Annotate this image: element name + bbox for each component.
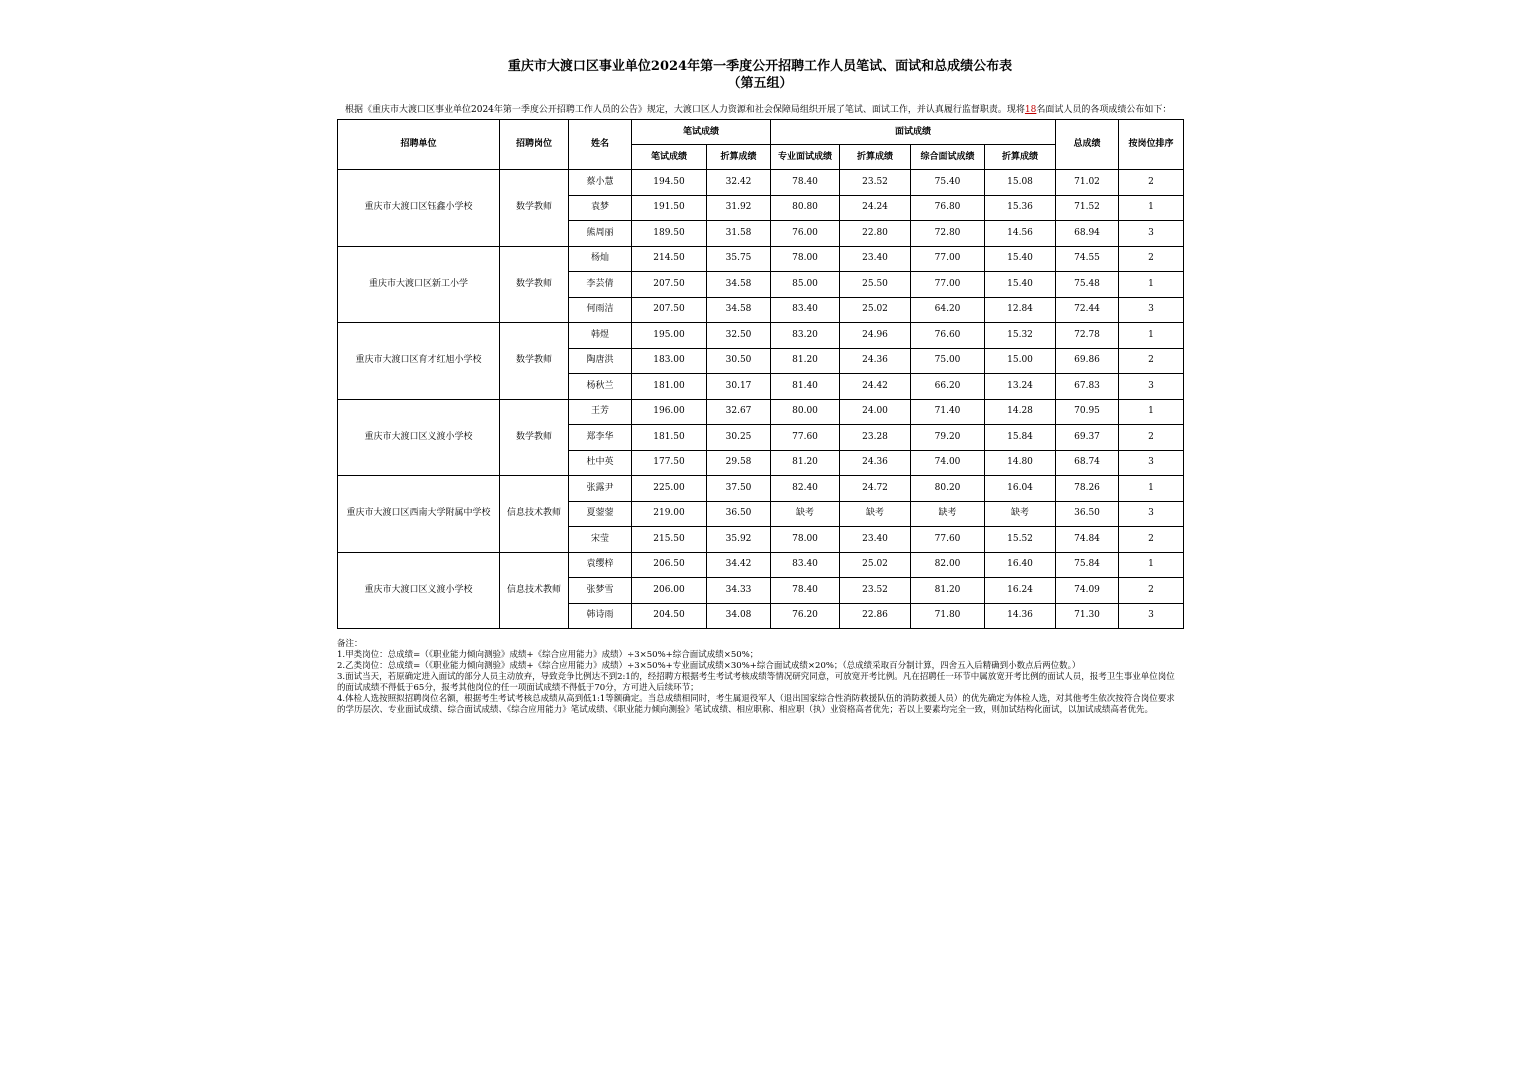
table-row bbox=[338, 476, 1184, 502]
cell-pro-converted: 24.42 bbox=[840, 374, 911, 400]
cell-name: 夏蓥蓥 bbox=[569, 501, 632, 527]
cell-pro-converted: 24.72 bbox=[840, 476, 911, 502]
cell-pro-converted: 25.02 bbox=[840, 297, 911, 323]
table-row bbox=[338, 170, 1184, 196]
cell-comp-converted: 15.40 bbox=[985, 272, 1056, 298]
cell-written-converted: 34.08 bbox=[707, 603, 771, 629]
cell-comp-interview: 75.40 bbox=[911, 170, 985, 196]
cell-comp-interview: 77.00 bbox=[911, 272, 985, 298]
cell-total: 68.94 bbox=[1056, 221, 1119, 247]
cell-comp-converted: 16.40 bbox=[985, 552, 1056, 578]
cell-comp-converted: 15.32 bbox=[985, 323, 1056, 349]
header-written-converted: 折算成绩 bbox=[707, 145, 771, 170]
cell-written-score: 225.00 bbox=[632, 476, 707, 502]
cell-written-converted: 37.50 bbox=[707, 476, 771, 502]
cell-written-score: 214.50 bbox=[632, 246, 707, 272]
cell-comp-converted: 缺考 bbox=[985, 501, 1056, 527]
cell-pro-interview: 76.00 bbox=[771, 221, 840, 247]
notes-section bbox=[337, 639, 1183, 716]
cell-written-score: 206.00 bbox=[632, 578, 707, 604]
cell-rank: 1 bbox=[1119, 272, 1184, 298]
cell-name: 陶唐洪 bbox=[569, 348, 632, 374]
cell-written-score: 204.50 bbox=[632, 603, 707, 629]
cell-written-score: 183.00 bbox=[632, 348, 707, 374]
cell-written-converted: 31.92 bbox=[707, 195, 771, 221]
cell-pro-interview: 82.40 bbox=[771, 476, 840, 502]
cell-total: 74.84 bbox=[1056, 527, 1119, 553]
cell-written-converted: 35.75 bbox=[707, 246, 771, 272]
cell-written-converted: 34.33 bbox=[707, 578, 771, 604]
intro-paragraph bbox=[337, 104, 1183, 116]
cell-comp-interview: 80.20 bbox=[911, 476, 985, 502]
header-comp-interview: 综合面试成绩 bbox=[911, 145, 985, 170]
cell-total: 75.48 bbox=[1056, 272, 1119, 298]
cell-rank: 3 bbox=[1119, 603, 1184, 629]
cell-comp-interview: 82.00 bbox=[911, 552, 985, 578]
cell-name: 张露尹 bbox=[569, 476, 632, 502]
cell-comp-interview: 72.80 bbox=[911, 221, 985, 247]
cell-name: 韩诗雨 bbox=[569, 603, 632, 629]
cell-comp-converted: 15.36 bbox=[985, 195, 1056, 221]
header-rank: 按岗位排序 bbox=[1119, 120, 1184, 170]
cell-pro-converted: 25.50 bbox=[840, 272, 911, 298]
cell-written-converted: 36.50 bbox=[707, 501, 771, 527]
cell-comp-converted: 16.04 bbox=[985, 476, 1056, 502]
title-line-1: 重庆市大渡口区事业单位2024年第一季度公开招聘工作人员笔试、面试和总成绩公布表 bbox=[507, 59, 1013, 74]
cell-rank: 1 bbox=[1119, 323, 1184, 349]
cell-pro-converted: 25.02 bbox=[840, 552, 911, 578]
cell-pro-interview: 80.00 bbox=[771, 399, 840, 425]
cell-comp-interview: 71.40 bbox=[911, 399, 985, 425]
cell-name: 韩煜 bbox=[569, 323, 632, 349]
results-table bbox=[337, 119, 1184, 629]
cell-comp-converted: 16.24 bbox=[985, 578, 1056, 604]
cell-name: 杜中英 bbox=[569, 450, 632, 476]
cell-name: 张梦雪 bbox=[569, 578, 632, 604]
cell-written-score: 215.50 bbox=[632, 527, 707, 553]
cell-name: 杨秋兰 bbox=[569, 374, 632, 400]
table-row bbox=[338, 552, 1184, 578]
cell-written-score: 206.50 bbox=[632, 552, 707, 578]
cell-pro-converted: 22.86 bbox=[840, 603, 911, 629]
cell-written-converted: 31.58 bbox=[707, 221, 771, 247]
cell-name: 宋莹 bbox=[569, 527, 632, 553]
intro-count: 18 bbox=[1024, 105, 1037, 115]
cell-rank: 2 bbox=[1119, 578, 1184, 604]
cell-pro-interview: 81.20 bbox=[771, 348, 840, 374]
cell-pro-converted: 23.52 bbox=[840, 578, 911, 604]
note-item: 2.乙类岗位：总成绩=（《职业能力倾向测验》成绩+《综合应用能力》成绩）÷3×50%+专业面试成绩×30%+综合面试成绩×20%；（总成绩采取百分制计算，四舍五入后精确到小数点后两位数。） bbox=[337, 661, 1081, 671]
note-item: 3.面试当天，若原确定进入面试的部分人员主动放弃，导致竞争比例达不到2:1的，经招聘方根据考生考试考核成绩等情况研究同意，可放宽开考比例。凡在招聘任一环节中属放宽开考比例的面试人员，报考卫生事业单位岗位的面试成绩不得低于65分，报考其他岗位的任一项面试成绩不得低于70分，方可进入后续环节； bbox=[337, 672, 1175, 693]
cell-comp-converted: 13.24 bbox=[985, 374, 1056, 400]
cell-total: 72.78 bbox=[1056, 323, 1119, 349]
header-pro-interview: 专业面试成绩 bbox=[771, 145, 840, 170]
cell-written-converted: 35.92 bbox=[707, 527, 771, 553]
cell-unit: 重庆市大渡口区育才红旭小学校 bbox=[338, 323, 500, 400]
header-post: 招聘岗位 bbox=[500, 120, 569, 170]
cell-written-converted: 30.25 bbox=[707, 425, 771, 451]
cell-written-score: 195.00 bbox=[632, 323, 707, 349]
cell-comp-interview: 76.60 bbox=[911, 323, 985, 349]
cell-written-converted: 34.58 bbox=[707, 297, 771, 323]
cell-written-converted: 30.50 bbox=[707, 348, 771, 374]
cell-comp-interview: 75.00 bbox=[911, 348, 985, 374]
cell-total: 72.44 bbox=[1056, 297, 1119, 323]
cell-unit: 重庆市大渡口区义渡小学校 bbox=[338, 552, 500, 629]
cell-name: 熊周丽 bbox=[569, 221, 632, 247]
cell-pro-converted: 24.36 bbox=[840, 450, 911, 476]
cell-rank: 2 bbox=[1119, 425, 1184, 451]
note-item: 4.体检人选按照拟招聘岗位名额，根据考生考试考核总成绩从高到低1:1等额确定。当总成绩相同时，考生属退役军人（退出国家综合性消防救援队伍的消防救援人员）的优先确定为体检人选，对其他考生依次按符合岗位要求的学历层次、专业面试成绩、综合面试成绩、《综合应用能力》笔试成绩、《职业能力倾向测验》笔试成绩、相应职称、相应职（执）业资格高者优先；若以上要素均完全一致，则加试结构化面试，以加试成绩高者优先。 bbox=[337, 694, 1175, 715]
cell-total: 36.50 bbox=[1056, 501, 1119, 527]
cell-written-score: 189.50 bbox=[632, 221, 707, 247]
cell-comp-converted: 14.36 bbox=[985, 603, 1056, 629]
cell-pro-interview: 77.60 bbox=[771, 425, 840, 451]
cell-name: 郑李华 bbox=[569, 425, 632, 451]
cell-pro-converted: 23.40 bbox=[840, 527, 911, 553]
cell-written-score: 177.50 bbox=[632, 450, 707, 476]
cell-rank: 3 bbox=[1119, 297, 1184, 323]
cell-comp-interview: 74.00 bbox=[911, 450, 985, 476]
cell-comp-interview: 77.00 bbox=[911, 246, 985, 272]
cell-comp-interview: 79.20 bbox=[911, 425, 985, 451]
cell-written-score: 207.50 bbox=[632, 272, 707, 298]
cell-rank: 1 bbox=[1119, 399, 1184, 425]
cell-pro-converted: 24.24 bbox=[840, 195, 911, 221]
cell-post: 数学教师 bbox=[500, 323, 569, 400]
cell-written-score: 194.50 bbox=[632, 170, 707, 196]
cell-total: 75.84 bbox=[1056, 552, 1119, 578]
cell-pro-interview: 81.20 bbox=[771, 450, 840, 476]
document-page bbox=[337, 58, 1183, 716]
cell-written-converted: 34.42 bbox=[707, 552, 771, 578]
cell-comp-interview: 缺考 bbox=[911, 501, 985, 527]
cell-pro-converted: 23.52 bbox=[840, 170, 911, 196]
header-written-score: 笔试成绩 bbox=[632, 145, 707, 170]
cell-rank: 2 bbox=[1119, 246, 1184, 272]
cell-comp-converted: 12.84 bbox=[985, 297, 1056, 323]
cell-total: 74.09 bbox=[1056, 578, 1119, 604]
cell-pro-converted: 24.00 bbox=[840, 399, 911, 425]
cell-pro-interview: 83.40 bbox=[771, 297, 840, 323]
cell-total: 69.37 bbox=[1056, 425, 1119, 451]
cell-rank: 1 bbox=[1119, 476, 1184, 502]
cell-name: 杨灿 bbox=[569, 246, 632, 272]
cell-written-score: 196.00 bbox=[632, 399, 707, 425]
cell-comp-converted: 15.52 bbox=[985, 527, 1056, 553]
cell-pro-converted: 缺考 bbox=[840, 501, 911, 527]
cell-name: 袁缨梓 bbox=[569, 552, 632, 578]
cell-comp-interview: 64.20 bbox=[911, 297, 985, 323]
cell-total: 71.02 bbox=[1056, 170, 1119, 196]
cell-unit: 重庆市大渡口区新工小学 bbox=[338, 246, 500, 323]
cell-rank: 1 bbox=[1119, 552, 1184, 578]
cell-comp-interview: 77.60 bbox=[911, 527, 985, 553]
cell-comp-converted: 15.08 bbox=[985, 170, 1056, 196]
cell-written-converted: 32.67 bbox=[707, 399, 771, 425]
cell-comp-interview: 81.20 bbox=[911, 578, 985, 604]
cell-total: 78.26 bbox=[1056, 476, 1119, 502]
cell-rank: 3 bbox=[1119, 450, 1184, 476]
cell-comp-converted: 15.84 bbox=[985, 425, 1056, 451]
cell-comp-converted: 15.40 bbox=[985, 246, 1056, 272]
cell-rank: 2 bbox=[1119, 170, 1184, 196]
table-body bbox=[338, 170, 1184, 629]
cell-name: 蔡小慧 bbox=[569, 170, 632, 196]
cell-name: 王芳 bbox=[569, 399, 632, 425]
cell-pro-interview: 85.00 bbox=[771, 272, 840, 298]
cell-total: 71.52 bbox=[1056, 195, 1119, 221]
cell-pro-converted: 24.96 bbox=[840, 323, 911, 349]
cell-comp-interview: 66.20 bbox=[911, 374, 985, 400]
cell-written-converted: 30.17 bbox=[707, 374, 771, 400]
cell-rank: 3 bbox=[1119, 501, 1184, 527]
cell-total: 67.83 bbox=[1056, 374, 1119, 400]
header-pro-converted: 折算成绩 bbox=[840, 145, 911, 170]
cell-unit: 重庆市大渡口区义渡小学校 bbox=[338, 399, 500, 476]
cell-written-score: 207.50 bbox=[632, 297, 707, 323]
header-name: 姓名 bbox=[569, 120, 632, 170]
note-item: 1.甲类岗位：总成绩=（《职业能力倾向测验》成绩+《综合应用能力》成绩）÷3×50%+综合面试成绩×50%； bbox=[337, 650, 759, 660]
cell-rank: 3 bbox=[1119, 374, 1184, 400]
cell-pro-interview: 78.00 bbox=[771, 246, 840, 272]
cell-written-score: 181.50 bbox=[632, 425, 707, 451]
cell-written-converted: 32.50 bbox=[707, 323, 771, 349]
cell-name: 李芸倩 bbox=[569, 272, 632, 298]
notes-heading: 备注： bbox=[337, 639, 363, 649]
cell-post: 数学教师 bbox=[500, 170, 569, 247]
table-row bbox=[338, 323, 1184, 349]
intro-text-after: 名面试人员的各项成绩公布如下： bbox=[1036, 105, 1172, 115]
header-written: 笔试成绩 bbox=[632, 120, 771, 145]
cell-comp-converted: 14.80 bbox=[985, 450, 1056, 476]
cell-pro-interview: 76.20 bbox=[771, 603, 840, 629]
cell-post: 信息技术教师 bbox=[500, 476, 569, 553]
cell-name: 何雨洁 bbox=[569, 297, 632, 323]
cell-written-score: 191.50 bbox=[632, 195, 707, 221]
cell-written-score: 181.00 bbox=[632, 374, 707, 400]
cell-total: 71.30 bbox=[1056, 603, 1119, 629]
cell-pro-interview: 83.20 bbox=[771, 323, 840, 349]
cell-unit: 重庆市大渡口区西南大学附属中学校 bbox=[338, 476, 500, 553]
table-row bbox=[338, 399, 1184, 425]
cell-comp-converted: 14.56 bbox=[985, 221, 1056, 247]
intro-text-before: 根据《重庆市大渡口区事业单位2024年第一季度公开招聘工作人员的公告》规定，大渡口区人力资源和社会保障局组织开展了笔试、面试工作，并认真履行监督职责。现将 bbox=[345, 105, 1025, 115]
cell-pro-interview: 缺考 bbox=[771, 501, 840, 527]
cell-post: 数学教师 bbox=[500, 399, 569, 476]
header-total: 总成绩 bbox=[1056, 120, 1119, 170]
cell-written-score: 219.00 bbox=[632, 501, 707, 527]
cell-written-converted: 34.58 bbox=[707, 272, 771, 298]
cell-total: 68.74 bbox=[1056, 450, 1119, 476]
cell-comp-interview: 76.80 bbox=[911, 195, 985, 221]
cell-pro-converted: 24.36 bbox=[840, 348, 911, 374]
header-comp-converted: 折算成绩 bbox=[985, 145, 1056, 170]
cell-pro-converted: 22.80 bbox=[840, 221, 911, 247]
header-unit: 招聘单位 bbox=[338, 120, 500, 170]
cell-pro-converted: 23.28 bbox=[840, 425, 911, 451]
cell-total: 69.86 bbox=[1056, 348, 1119, 374]
cell-rank: 3 bbox=[1119, 221, 1184, 247]
cell-rank: 1 bbox=[1119, 195, 1184, 221]
cell-unit: 重庆市大渡口区钰鑫小学校 bbox=[338, 170, 500, 247]
cell-pro-interview: 78.00 bbox=[771, 527, 840, 553]
cell-pro-interview: 78.40 bbox=[771, 578, 840, 604]
title-line-2: （第五组） bbox=[727, 76, 793, 91]
cell-name: 袁梦 bbox=[569, 195, 632, 221]
cell-rank: 2 bbox=[1119, 527, 1184, 553]
cell-written-converted: 29.58 bbox=[707, 450, 771, 476]
header-interview: 面试成绩 bbox=[771, 120, 1056, 145]
cell-post: 信息技术教师 bbox=[500, 552, 569, 629]
cell-post: 数学教师 bbox=[500, 246, 569, 323]
cell-rank: 2 bbox=[1119, 348, 1184, 374]
cell-pro-converted: 23.40 bbox=[840, 246, 911, 272]
cell-pro-interview: 80.80 bbox=[771, 195, 840, 221]
page-title bbox=[337, 58, 1183, 92]
table-row bbox=[338, 246, 1184, 272]
cell-pro-interview: 78.40 bbox=[771, 170, 840, 196]
cell-comp-interview: 71.80 bbox=[911, 603, 985, 629]
cell-written-converted: 32.42 bbox=[707, 170, 771, 196]
cell-comp-converted: 15.00 bbox=[985, 348, 1056, 374]
cell-comp-converted: 14.28 bbox=[985, 399, 1056, 425]
cell-pro-interview: 81.40 bbox=[771, 374, 840, 400]
cell-pro-interview: 83.40 bbox=[771, 552, 840, 578]
cell-total: 74.55 bbox=[1056, 246, 1119, 272]
cell-total: 70.95 bbox=[1056, 399, 1119, 425]
